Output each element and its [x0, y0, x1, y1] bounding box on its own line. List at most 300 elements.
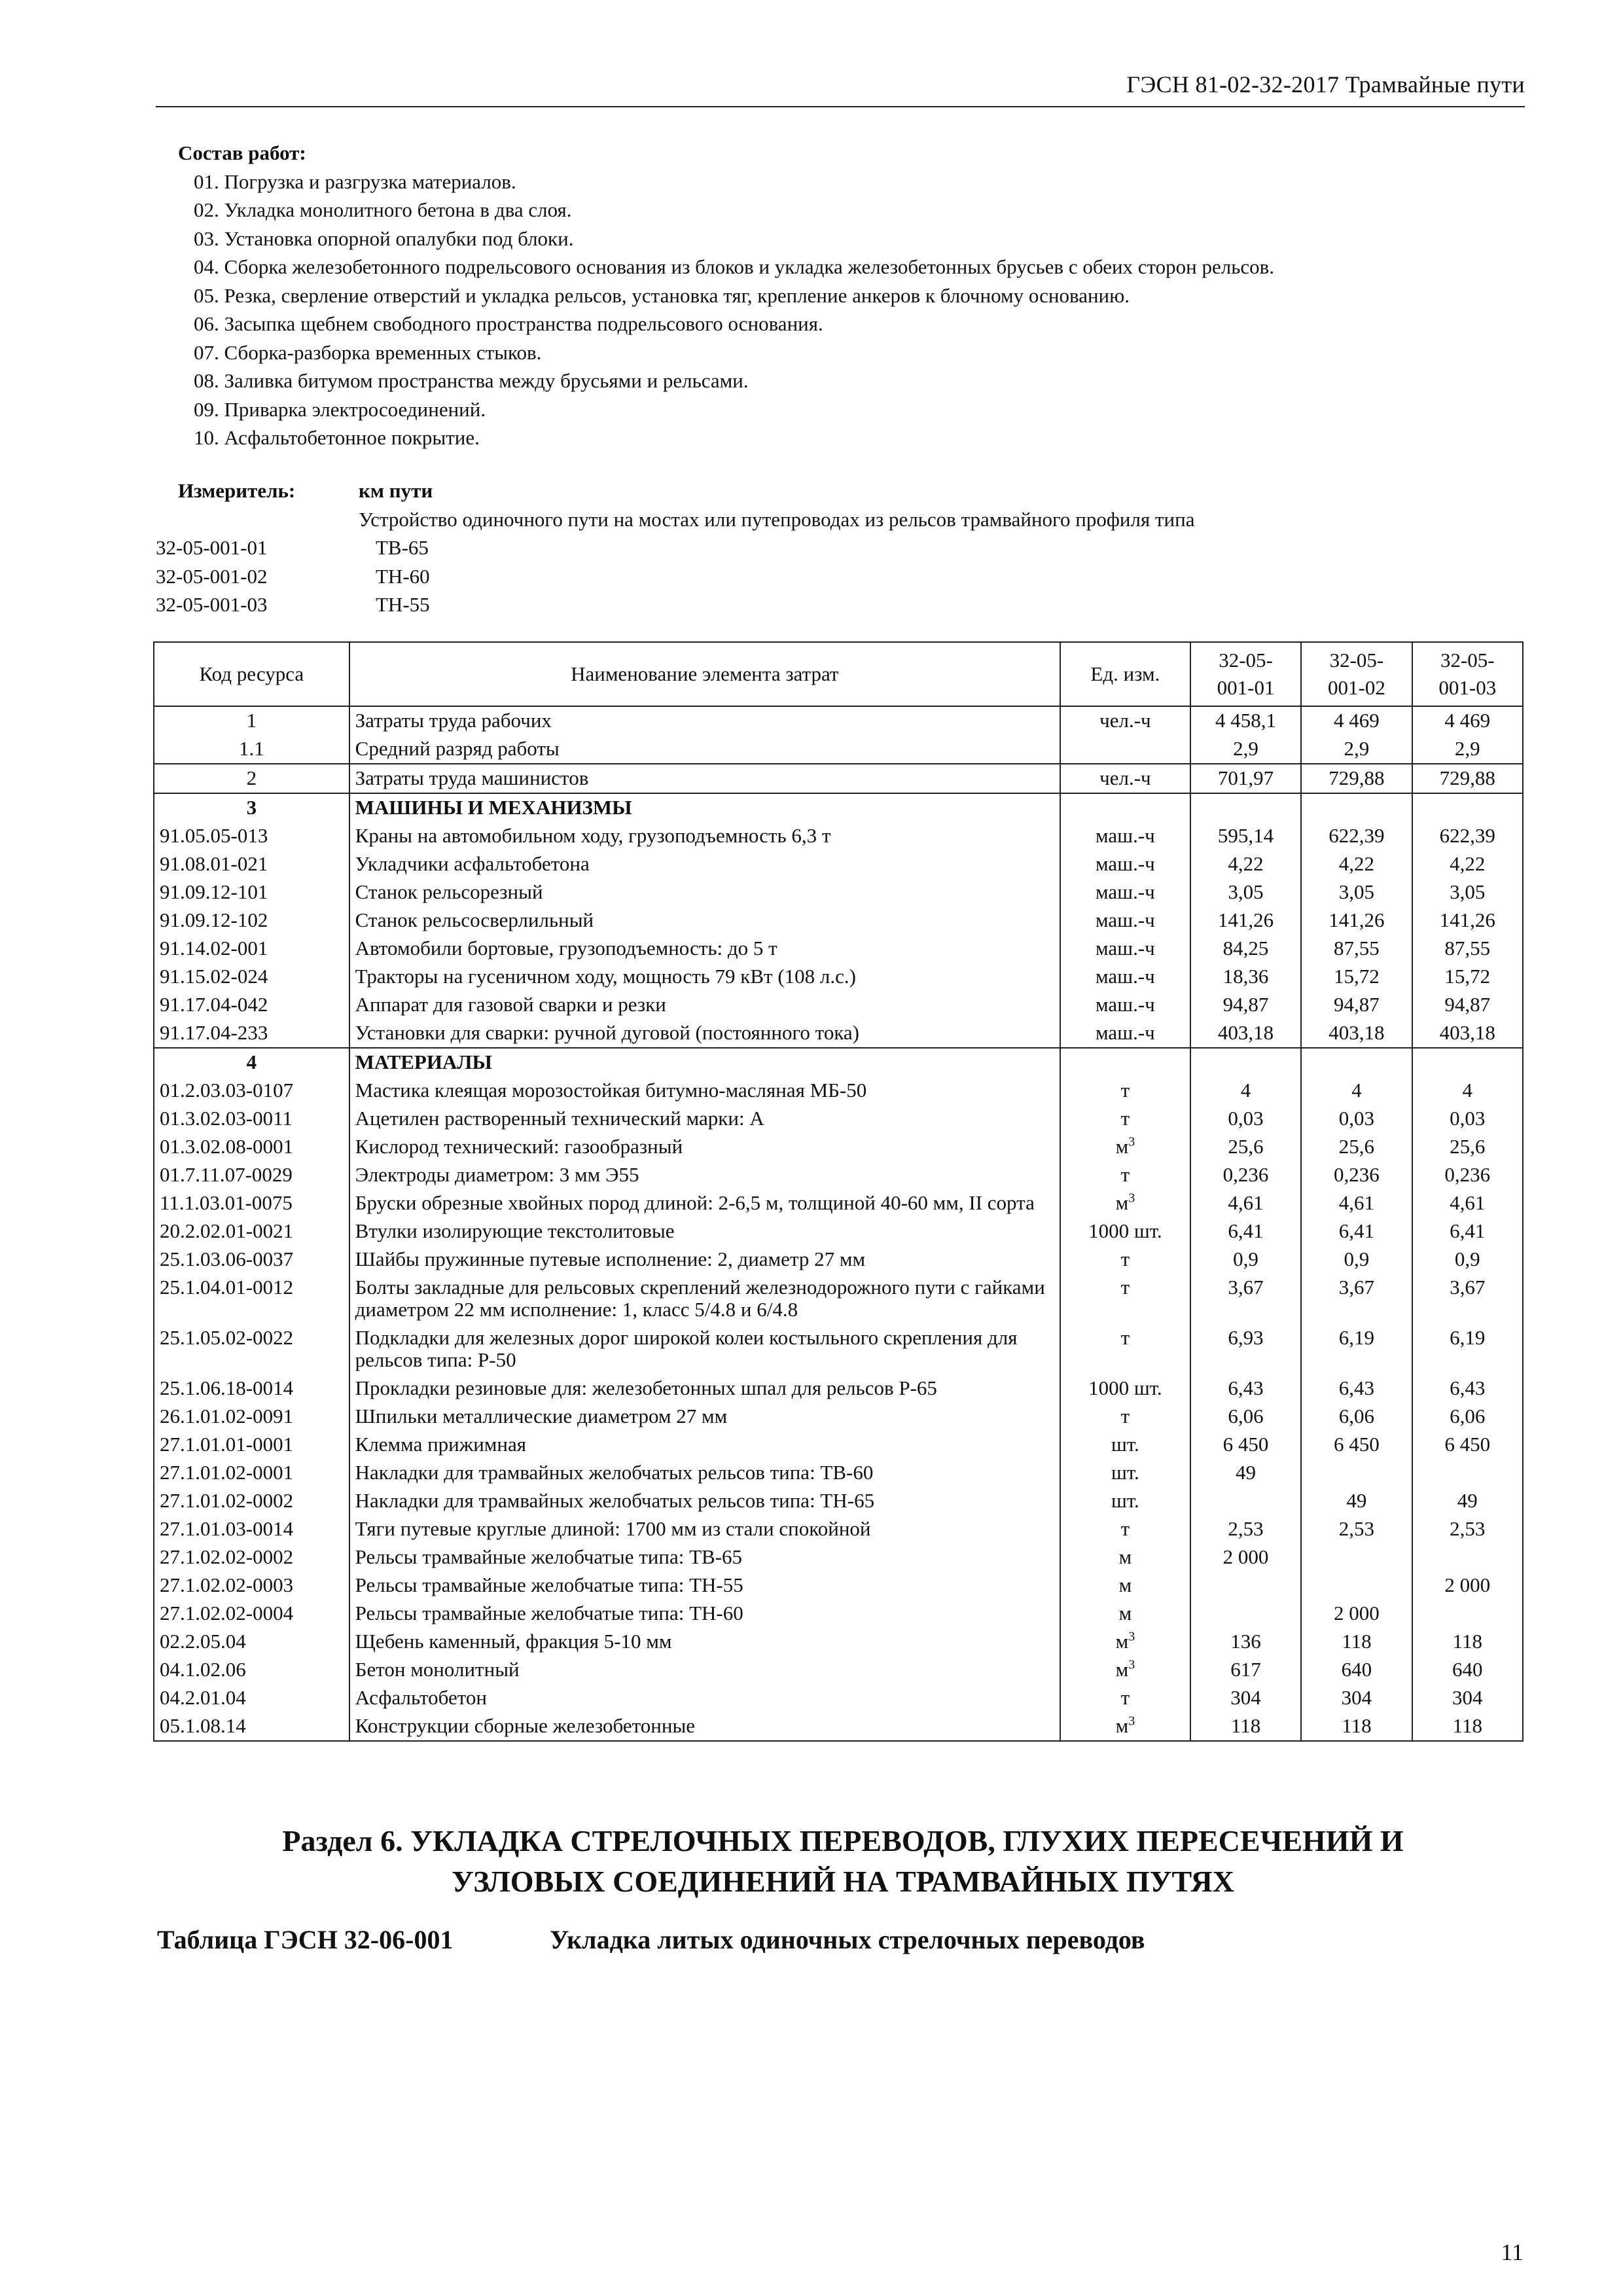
table-row — [154, 1133, 1523, 1161]
cell-name: Шайбы пружинные путевые исполнение: 2, диаметр 27 мм — [349, 1246, 1060, 1274]
work-item: 08. Заливка битумом пространства между брусьями и рельсами. — [194, 369, 749, 392]
table-row — [154, 1628, 1523, 1656]
cell-value-3: 6,19 — [1412, 1324, 1523, 1374]
table-row — [154, 735, 1523, 764]
cell-name: Рельсы трамвайные желобчатые типа: ТВ-65 — [349, 1543, 1060, 1571]
cell-value-1: 2,9 — [1190, 735, 1301, 764]
cell-value-1: 25,6 — [1190, 1133, 1301, 1161]
unit-text: т — [1120, 1107, 1130, 1130]
cell-unit — [1060, 1712, 1190, 1741]
cell-unit — [1060, 1487, 1190, 1515]
cell-value-2: 118 — [1301, 1628, 1412, 1656]
unit-text: шт. — [1111, 1433, 1139, 1456]
unit-superscript: 3 — [1128, 1191, 1135, 1206]
cell-value-1: 403,18 — [1190, 1019, 1301, 1048]
unit-text: чел.-ч — [1099, 709, 1151, 732]
cell-value-2 — [1301, 793, 1412, 822]
work-item: 01. Погрузка и разгрузка материалов. — [194, 170, 516, 193]
table-row — [154, 1161, 1523, 1189]
cell-name: Болты закладные для рельсовых скреплений железнодорожного пути с гайками диаметром 22 мм исполнение: 1, класс 5/4.8 и 6/4.8 — [349, 1274, 1060, 1324]
table-row — [154, 1712, 1523, 1741]
cell-unit — [1060, 991, 1190, 1019]
cell-value-1 — [1190, 1048, 1301, 1077]
measure-block — [156, 476, 1530, 619]
cell-value-3: 4 469 — [1412, 706, 1523, 735]
cell-unit — [1060, 1217, 1190, 1246]
cell-code: 27.1.02.02-0004 — [154, 1600, 349, 1628]
cell-value-1: 3,67 — [1190, 1274, 1301, 1324]
cell-value-2 — [1301, 1459, 1412, 1487]
cell-code: 1.1 — [154, 735, 349, 764]
cell-value-1: 136 — [1190, 1628, 1301, 1656]
cell-value-2: 0,03 — [1301, 1105, 1412, 1133]
cell-unit — [1060, 1628, 1190, 1656]
cell-code: 27.1.02.02-0002 — [154, 1543, 349, 1571]
cell-unit — [1060, 1133, 1190, 1161]
cell-value-3: 2 000 — [1412, 1571, 1523, 1600]
measure-label: Измеритель: — [178, 479, 296, 502]
unit-text: чел.-ч — [1099, 766, 1151, 789]
cell-name: Автомобили бортовые, грузоподъемность: до 5 т — [349, 935, 1060, 963]
cell-value-2: 3,05 — [1301, 878, 1412, 906]
cell-unit — [1060, 1324, 1190, 1374]
cell-name: Бетон монолитный — [349, 1656, 1060, 1684]
table-row — [154, 850, 1523, 878]
unit-text: т — [1120, 1517, 1130, 1540]
table-row — [154, 1019, 1523, 1048]
cell-value-3 — [1412, 1600, 1523, 1628]
cell-value-2: 94,87 — [1301, 991, 1412, 1019]
cell-value-3: 622,39 — [1412, 822, 1523, 850]
cell-code: 01.3.02.03-0011 — [154, 1105, 349, 1133]
header-col-2: 32-05- 001-02 — [1301, 642, 1412, 706]
cell-code: 2 — [154, 764, 349, 793]
cell-value-1: 4,22 — [1190, 850, 1301, 878]
cell-value-3: 3,67 — [1412, 1274, 1523, 1324]
cell-value-2: 15,72 — [1301, 963, 1412, 991]
cell-value-2: 0,236 — [1301, 1161, 1412, 1189]
cell-value-2: 87,55 — [1301, 935, 1412, 963]
resource-table — [153, 641, 1524, 1742]
cell-value-3 — [1412, 1048, 1523, 1077]
work-item: 10. Асфальтобетонное покрытие. — [194, 426, 480, 449]
cell-name: Рельсы трамвайные желобчатые типа: ТН-55 — [349, 1571, 1060, 1600]
cell-code: 05.1.08.14 — [154, 1712, 349, 1741]
cell-value-3 — [1412, 1543, 1523, 1571]
cell-code: 91.09.12-102 — [154, 906, 349, 935]
cell-value-1: 6,43 — [1190, 1374, 1301, 1403]
cell-value-1: 617 — [1190, 1656, 1301, 1684]
measure-type: ТН-55 — [376, 593, 430, 616]
cell-unit — [1060, 706, 1190, 735]
cell-code: 01.7.11.07-0029 — [154, 1161, 349, 1189]
header-name: Наименование элемента затрат — [349, 642, 1060, 706]
cell-value-1 — [1190, 793, 1301, 822]
cell-name: Затраты труда машинистов — [349, 764, 1060, 793]
running-header: ГЭСН 81-02-32-2017 Трамвайные пути — [1126, 71, 1525, 98]
cell-name: МАТЕРИАЛЫ — [349, 1048, 1060, 1077]
cell-unit — [1060, 1105, 1190, 1133]
cell-value-2: 25,6 — [1301, 1133, 1412, 1161]
cell-value-2: 622,39 — [1301, 822, 1412, 850]
cell-value-3: 4 — [1412, 1077, 1523, 1105]
unit-text: 1000 шт. — [1088, 1376, 1162, 1399]
table-row — [154, 1571, 1523, 1600]
cell-value-2: 6 450 — [1301, 1431, 1412, 1459]
cell-unit — [1060, 963, 1190, 991]
work-composition — [178, 139, 1274, 452]
cell-unit — [1060, 764, 1190, 793]
next-table-title: Укладка литых одиночных стрелочных переводов — [550, 1925, 1145, 1954]
cell-name: Асфальтобетон — [349, 1684, 1060, 1712]
unit-text: маш.-ч — [1096, 937, 1155, 960]
cell-value-2: 4 — [1301, 1077, 1412, 1105]
cell-unit — [1060, 1515, 1190, 1543]
table-row — [154, 1246, 1523, 1274]
cell-name: Накладки для трамвайных желобчатых рельсов типа: ТВ-60 — [349, 1459, 1060, 1487]
table-row — [154, 963, 1523, 991]
cell-name: Щебень каменный, фракция 5-10 мм — [349, 1628, 1060, 1656]
table-row — [154, 822, 1523, 850]
cell-value-3 — [1412, 793, 1523, 822]
work-item: 05. Резка, сверление отверстий и укладка рельсов, установка тяг, крепление анкеров к блочному основанию. — [194, 283, 1130, 307]
cell-unit — [1060, 1019, 1190, 1048]
cell-value-1: 0,236 — [1190, 1161, 1301, 1189]
table-row — [154, 1459, 1523, 1487]
cell-value-1: 118 — [1190, 1712, 1301, 1741]
cell-value-2 — [1301, 1571, 1412, 1600]
cell-name: Тяги путевые круглые длиной: 1700 мм из стали спокойной — [349, 1515, 1060, 1543]
cell-code: 27.1.01.02-0002 — [154, 1487, 349, 1515]
cell-name: Станок рельсосверлильный — [349, 906, 1060, 935]
cell-code: 3 — [154, 793, 349, 822]
cell-value-3: 729,88 — [1412, 764, 1523, 793]
cell-unit — [1060, 1374, 1190, 1403]
work-item: 04. Сборка железобетонного подрельсового основания из блоков и укладка железобетонных брусьев с обеих сторон рельсов. — [194, 255, 1275, 278]
cell-value-3 — [1412, 1459, 1523, 1487]
cell-value-1: 84,25 — [1190, 935, 1301, 963]
cell-unit — [1060, 1431, 1190, 1459]
cell-unit — [1060, 1684, 1190, 1712]
cell-unit — [1060, 1077, 1190, 1105]
cell-code: 91.17.04-042 — [154, 991, 349, 1019]
cell-value-2: 2,53 — [1301, 1515, 1412, 1543]
unit-superscript: 3 — [1128, 1134, 1135, 1149]
cell-value-3: 49 — [1412, 1487, 1523, 1515]
table-row — [154, 764, 1523, 793]
cell-value-3: 0,236 — [1412, 1161, 1523, 1189]
cell-code: 27.1.02.02-0003 — [154, 1571, 349, 1600]
cell-name: Бруски обрезные хвойных пород длиной: 2-6,5 м, толщиной 40-60 мм, II сорта — [349, 1189, 1060, 1217]
section-title — [156, 1821, 1530, 1902]
table-row — [154, 1048, 1523, 1077]
cell-value-1: 6,93 — [1190, 1324, 1301, 1374]
cell-code: 91.05.05-013 — [154, 822, 349, 850]
cell-code: 91.15.02-024 — [154, 963, 349, 991]
cell-code: 25.1.04.01-0012 — [154, 1274, 349, 1324]
header-code: Код ресурса — [154, 642, 349, 706]
cell-value-2: 2 000 — [1301, 1600, 1412, 1628]
measure-unit: км пути — [359, 479, 433, 502]
cell-code: 02.2.05.04 — [154, 1628, 349, 1656]
cell-value-1: 4 — [1190, 1077, 1301, 1105]
unit-text: м — [1115, 1135, 1129, 1158]
work-composition-heading: Состав работ: — [178, 141, 306, 164]
cell-value-3: 403,18 — [1412, 1019, 1523, 1048]
unit-text: шт. — [1111, 1489, 1139, 1512]
cell-value-3: 87,55 — [1412, 935, 1523, 963]
cell-value-2: 49 — [1301, 1487, 1412, 1515]
cell-name: Подкладки для железных дорог широкой колеи костыльного скрепления для рельсов типа: Р-50 — [349, 1324, 1060, 1374]
work-item: 02. Укладка монолитного бетона в два слоя. — [194, 198, 572, 221]
cell-value-3: 0,9 — [1412, 1246, 1523, 1274]
cell-code: 27.1.01.02-0001 — [154, 1459, 349, 1487]
cell-value-1: 6,41 — [1190, 1217, 1301, 1246]
cell-unit — [1060, 1403, 1190, 1431]
cell-value-2 — [1301, 1048, 1412, 1077]
table-row — [154, 935, 1523, 963]
table-row — [154, 1487, 1523, 1515]
unit-text: т — [1120, 1686, 1130, 1709]
unit-text: т — [1120, 1163, 1130, 1186]
cell-name: Конструкции сборные железобетонные — [349, 1712, 1060, 1741]
cell-value-1 — [1190, 1600, 1301, 1628]
table-row — [154, 1189, 1523, 1217]
header-col-3: 32-05- 001-03 — [1412, 642, 1523, 706]
cell-code: 4 — [154, 1048, 349, 1077]
table-row — [154, 1374, 1523, 1403]
unit-text: т — [1120, 1276, 1130, 1299]
table-row — [154, 1684, 1523, 1712]
work-item: 07. Сборка-разборка временных стыков. — [194, 340, 542, 364]
cell-name: Станок рельсорезный — [349, 878, 1060, 906]
cell-unit — [1060, 1571, 1190, 1600]
work-item: 09. Приварка электросоединений. — [194, 397, 486, 421]
cell-code: 27.1.01.03-0014 — [154, 1515, 349, 1543]
unit-text: 1000 шт. — [1088, 1219, 1162, 1242]
table-row — [154, 906, 1523, 935]
unit-text: м — [1115, 1630, 1129, 1653]
cell-value-3: 4,61 — [1412, 1189, 1523, 1217]
cell-value-2: 403,18 — [1301, 1019, 1412, 1048]
cell-value-1: 701,97 — [1190, 764, 1301, 793]
table-row — [154, 706, 1523, 735]
cell-code: 91.14.02-001 — [154, 935, 349, 963]
cell-value-3: 25,6 — [1412, 1133, 1523, 1161]
cell-value-3: 118 — [1412, 1712, 1523, 1741]
unit-text: т — [1120, 1405, 1130, 1427]
measure-description: Устройство одиночного пути на мостах или путепроводах из рельсов трамвайного профиля типа — [359, 507, 1195, 531]
cell-value-2: 0,9 — [1301, 1246, 1412, 1274]
cell-value-3: 15,72 — [1412, 963, 1523, 991]
measure-code: 32-05-001-02 — [156, 564, 268, 588]
cell-value-2: 6,06 — [1301, 1403, 1412, 1431]
header-rule — [156, 106, 1525, 107]
cell-code: 20.2.02.01-0021 — [154, 1217, 349, 1246]
cell-value-3: 640 — [1412, 1656, 1523, 1684]
table-body — [154, 706, 1523, 1741]
cell-code: 25.1.06.18-0014 — [154, 1374, 349, 1403]
table-row — [154, 1403, 1523, 1431]
cell-unit — [1060, 1048, 1190, 1077]
cell-value-1: 595,14 — [1190, 822, 1301, 850]
unit-text: т — [1120, 1079, 1130, 1102]
cell-value-1: 2,53 — [1190, 1515, 1301, 1543]
unit-text: шт. — [1111, 1461, 1139, 1484]
cell-value-1: 4 458,1 — [1190, 706, 1301, 735]
cell-value-3: 304 — [1412, 1684, 1523, 1712]
unit-text: т — [1120, 1247, 1130, 1270]
cell-value-3: 94,87 — [1412, 991, 1523, 1019]
table-row — [154, 1656, 1523, 1684]
unit-text: м — [1118, 1573, 1132, 1596]
cell-value-1 — [1190, 1571, 1301, 1600]
cell-unit — [1060, 1656, 1190, 1684]
cell-value-1: 94,87 — [1190, 991, 1301, 1019]
work-composition-list — [178, 168, 1274, 452]
cell-value-2 — [1301, 1543, 1412, 1571]
cell-unit — [1060, 878, 1190, 906]
cell-value-1: 49 — [1190, 1459, 1301, 1487]
table-row — [154, 1431, 1523, 1459]
cell-name: Электроды диаметром: 3 мм Э55 — [349, 1161, 1060, 1189]
cell-value-1: 0,03 — [1190, 1105, 1301, 1133]
cell-name: Краны на автомобильном ходу, грузоподъемность 6,3 т — [349, 822, 1060, 850]
cell-value-1: 18,36 — [1190, 963, 1301, 991]
cell-value-3: 0,03 — [1412, 1105, 1523, 1133]
cell-unit — [1060, 793, 1190, 822]
table-row — [154, 1515, 1523, 1543]
cell-value-2: 4,22 — [1301, 850, 1412, 878]
cell-value-3: 6,06 — [1412, 1403, 1523, 1431]
work-item: 03. Установка опорной опалубки под блоки. — [194, 226, 574, 250]
cell-name: Втулки изолирующие текстолитовые — [349, 1217, 1060, 1246]
section-title-line: Раздел 6. УКЛАДКА СТРЕЛОЧНЫХ ПЕРЕВОДОВ, ГЛУХИХ ПЕРЕСЕЧЕНИЙ И — [282, 1824, 1404, 1857]
cell-unit — [1060, 850, 1190, 878]
cell-value-3: 6,41 — [1412, 1217, 1523, 1246]
unit-text: маш.-ч — [1096, 993, 1155, 1016]
cell-unit — [1060, 1161, 1190, 1189]
cell-value-3: 2,9 — [1412, 735, 1523, 764]
cell-value-1: 4,61 — [1190, 1189, 1301, 1217]
cell-name: Рельсы трамвайные желобчатые типа: ТН-60 — [349, 1600, 1060, 1628]
cell-code: 91.09.12-101 — [154, 878, 349, 906]
cell-name: Прокладки резиновые для: железобетонных шпал для рельсов Р-65 — [349, 1374, 1060, 1403]
cell-value-2: 118 — [1301, 1712, 1412, 1741]
header-unit: Ед. изм. — [1060, 642, 1190, 706]
table-row — [154, 878, 1523, 906]
cell-unit — [1060, 935, 1190, 963]
unit-text: маш.-ч — [1096, 880, 1155, 903]
cell-unit — [1060, 1189, 1190, 1217]
cell-value-1 — [1190, 1487, 1301, 1515]
table-row — [154, 1217, 1523, 1246]
cell-value-2: 729,88 — [1301, 764, 1412, 793]
table-row — [154, 1274, 1523, 1324]
cell-value-2: 3,67 — [1301, 1274, 1412, 1324]
cell-value-2: 4 469 — [1301, 706, 1412, 735]
cell-unit — [1060, 1600, 1190, 1628]
header-col-1: 32-05- 001-01 — [1190, 642, 1301, 706]
table-row — [154, 1600, 1523, 1628]
cell-value-2: 6,43 — [1301, 1374, 1412, 1403]
cell-code: 25.1.03.06-0037 — [154, 1246, 349, 1274]
cell-value-2: 141,26 — [1301, 906, 1412, 935]
unit-text: м — [1118, 1545, 1132, 1568]
cell-value-2: 6,41 — [1301, 1217, 1412, 1246]
table-row — [154, 1543, 1523, 1571]
cell-code: 26.1.01.02-0091 — [154, 1403, 349, 1431]
unit-text: маш.-ч — [1096, 852, 1155, 875]
cell-name: Клемма прижимная — [349, 1431, 1060, 1459]
measure-type: ТВ-65 — [376, 536, 429, 559]
cell-unit — [1060, 735, 1190, 764]
cell-code: 25.1.05.02-0022 — [154, 1324, 349, 1374]
cell-value-1: 2 000 — [1190, 1543, 1301, 1571]
cell-value-3: 2,53 — [1412, 1515, 1523, 1543]
cell-unit — [1060, 906, 1190, 935]
cell-value-1: 141,26 — [1190, 906, 1301, 935]
cell-unit — [1060, 822, 1190, 850]
cell-name: Затраты труда рабочих — [349, 706, 1060, 735]
cell-unit — [1060, 1274, 1190, 1324]
cell-code: 1 — [154, 706, 349, 735]
cell-value-3: 4,22 — [1412, 850, 1523, 878]
table-row — [154, 1105, 1523, 1133]
cell-name: Средний разряд работы — [349, 735, 1060, 764]
cell-code: 91.08.01-021 — [154, 850, 349, 878]
cell-name: МАШИНЫ И МЕХАНИЗМЫ — [349, 793, 1060, 822]
cell-code: 01.3.02.08-0001 — [154, 1133, 349, 1161]
cell-code: 01.2.03.03-0107 — [154, 1077, 349, 1105]
work-item: 06. Засыпка щебнем свободного пространства подрельсового основания. — [194, 312, 823, 335]
unit-superscript: 3 — [1128, 1629, 1135, 1644]
cell-name: Кислород технический: газообразный — [349, 1133, 1060, 1161]
cell-name: Укладчики асфальтобетона — [349, 850, 1060, 878]
cell-unit — [1060, 1459, 1190, 1487]
table-row — [154, 1324, 1523, 1374]
cell-code: 91.17.04-233 — [154, 1019, 349, 1048]
cell-value-3: 6 450 — [1412, 1431, 1523, 1459]
cell-value-3: 6,43 — [1412, 1374, 1523, 1403]
cell-value-3: 141,26 — [1412, 906, 1523, 935]
unit-text: м — [1115, 1658, 1129, 1681]
unit-superscript: 3 — [1128, 1657, 1135, 1672]
cell-value-2: 2,9 — [1301, 735, 1412, 764]
cell-value-3: 3,05 — [1412, 878, 1523, 906]
cell-value-1: 6,06 — [1190, 1403, 1301, 1431]
unit-text: маш.-ч — [1096, 908, 1155, 931]
cell-name: Тракторы на гусеничном ходу, мощность 79 кВт (108 л.с.) — [349, 963, 1060, 991]
cell-unit — [1060, 1246, 1190, 1274]
unit-text: т — [1120, 1326, 1130, 1349]
unit-text: м — [1118, 1602, 1132, 1624]
unit-text: маш.-ч — [1096, 965, 1155, 988]
cell-value-1: 0,9 — [1190, 1246, 1301, 1274]
next-table-caption — [157, 1924, 1145, 1955]
table-header-row — [154, 642, 1523, 706]
cell-code: 04.1.02.06 — [154, 1656, 349, 1684]
measure-code: 32-05-001-01 — [156, 536, 268, 559]
cell-name: Мастика клеящая морозостойкая битумно-масляная МБ-50 — [349, 1077, 1060, 1105]
cell-name: Аппарат для газовой сварки и резки — [349, 991, 1060, 1019]
cell-name: Шпильки металлические диаметром 27 мм — [349, 1403, 1060, 1431]
cell-value-1: 3,05 — [1190, 878, 1301, 906]
next-table-id: Таблица ГЭСН 32-06-001 — [157, 1925, 454, 1954]
cell-value-1: 304 — [1190, 1684, 1301, 1712]
cell-value-2: 640 — [1301, 1656, 1412, 1684]
unit-text: маш.-ч — [1096, 824, 1155, 847]
